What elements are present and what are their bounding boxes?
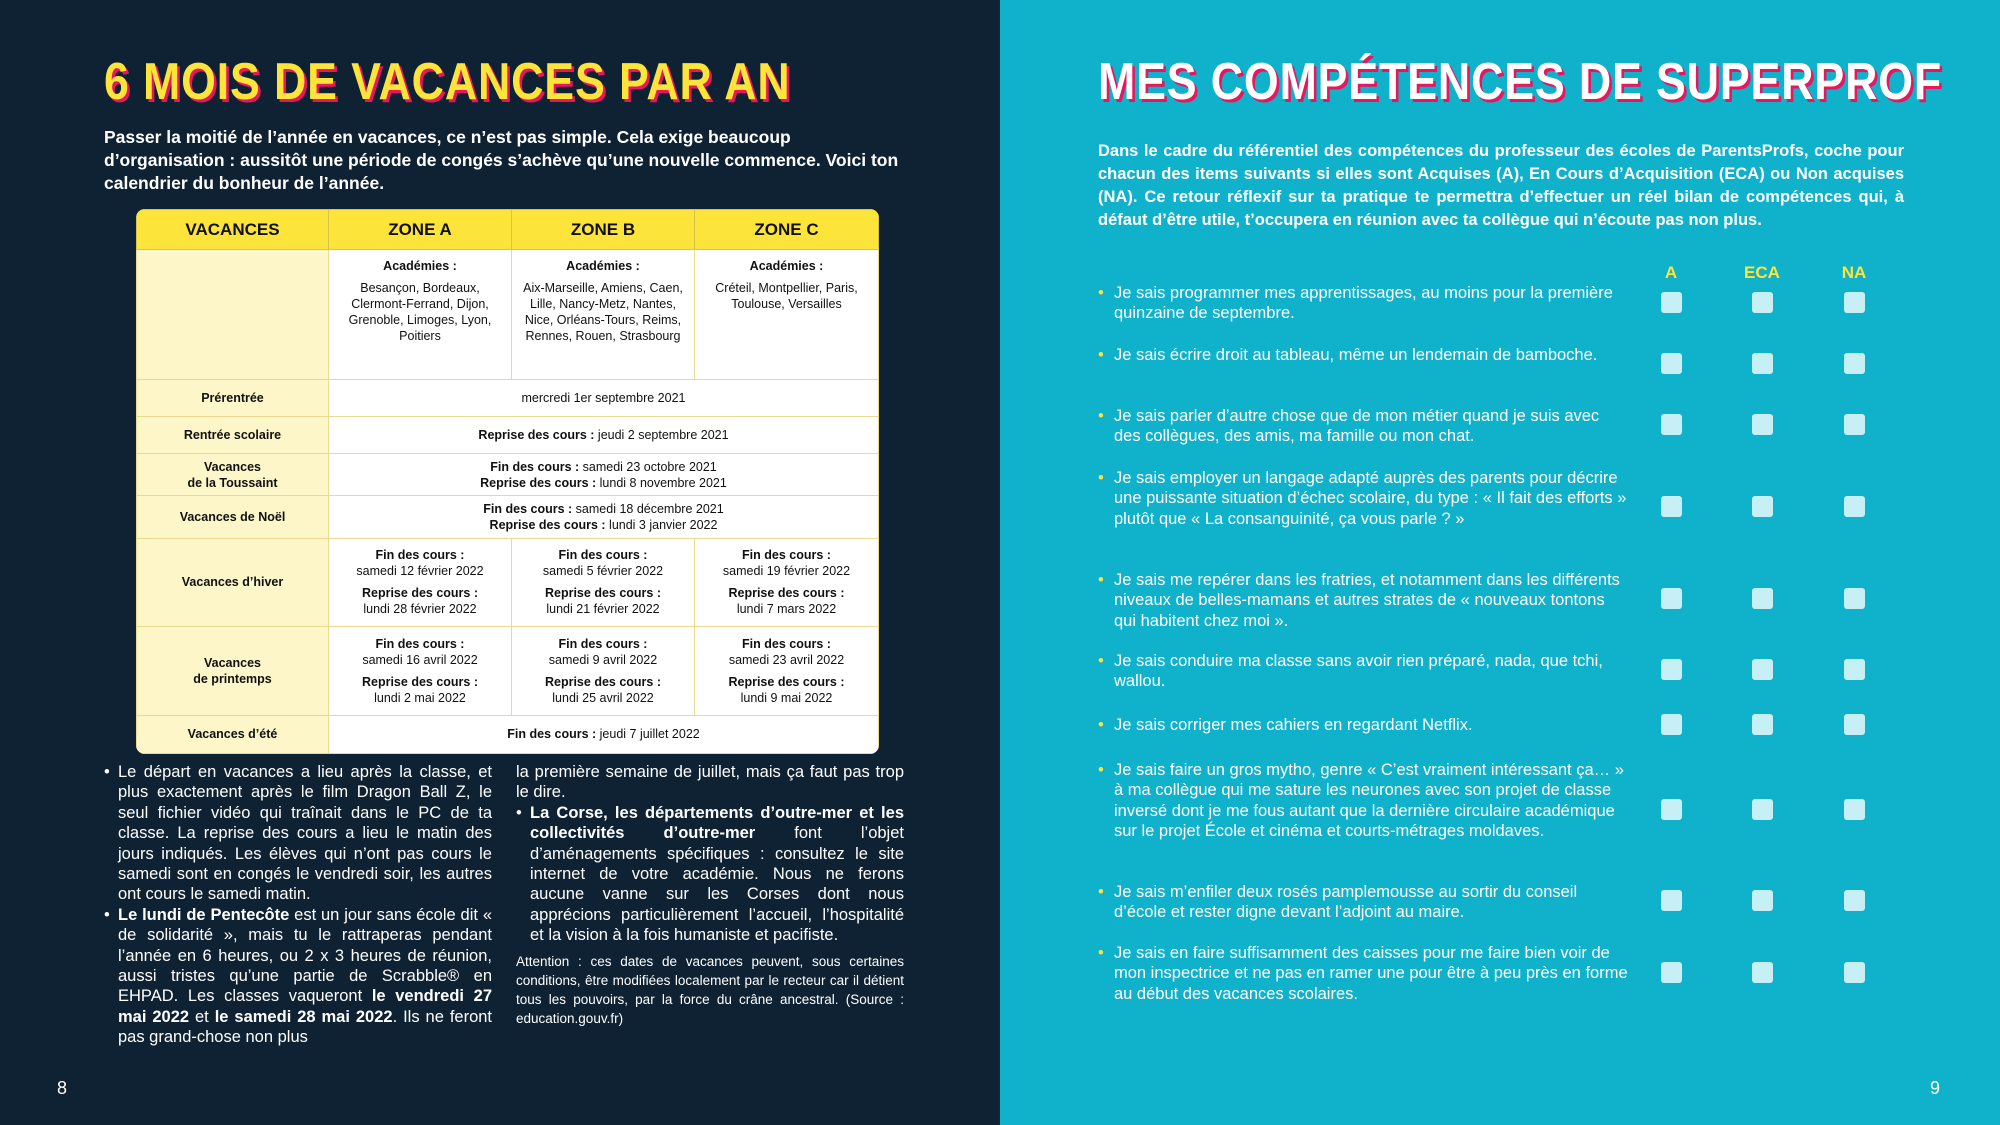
checkbox-item8-eca[interactable]	[1752, 799, 1773, 820]
checkbox-item2-na[interactable]	[1844, 353, 1865, 374]
prerentree-label: Prérentrée	[137, 380, 329, 417]
table-row	[137, 626, 879, 715]
table-row	[137, 380, 879, 417]
checkbox-item5-na[interactable]	[1844, 588, 1865, 609]
rentree-label: Rentrée scolaire	[137, 417, 329, 454]
table-header-row	[137, 210, 879, 250]
paragraph-pentecote: • Le lundi de Pentecôte est un jour sans école dit « de solidarité », mais tu le rattraperas pendant l’année en 6 heures, ou 2 x 3 heures de réunion, aussi tristes qu’une partie de Scrabble® en EHPAD. Les classes vaqueront le vendredi 27 mai 2022 et le samedi 28 mai 2022. Ils ne feront pas grand-chose non plus	[104, 905, 492, 1048]
checkbox-item1-eca[interactable]	[1752, 292, 1773, 313]
column-header-na: NA	[1841, 263, 1867, 282]
checkbox-item2-a[interactable]	[1661, 353, 1682, 374]
page-number-right: 9	[1930, 1078, 1941, 1098]
right-page-title: MES COMPÉTENCES DE SUPERPROF	[1098, 53, 1943, 111]
table-row	[137, 417, 879, 454]
table-row	[137, 250, 879, 380]
attention-note: Attention : ces dates de vacances peuvent, sous certaines conditions, être modifiées localement par le recteur car il détient tous les pouvoirs, par la force du crâne ancestral. (Source : education.gouv.fr)	[516, 953, 904, 1026]
zone-b-academies: Académies : Aix-Marseille, Amiens, Caen, Lille, Nancy-Metz, Nantes, Nice, Orléans-Tours, Reims, Rennes, Rouen, Strasbourg	[512, 250, 695, 380]
hiver-zone-c: Fin des cours : samedi 19 février 2022 Reprise des cours : lundi 7 mars 2022	[695, 538, 879, 626]
checkbox-item1-na[interactable]	[1844, 292, 1865, 313]
hiver-zone-b: Fin des cours : samedi 5 février 2022 Reprise des cours : lundi 21 février 2022	[512, 538, 695, 626]
prerentree-value: mercredi 1er septembre 2021	[329, 380, 879, 417]
checkbox-item8-na[interactable]	[1844, 799, 1865, 820]
checkbox-item10-eca[interactable]	[1752, 962, 1773, 983]
competence-item-9: • Je sais m’enfiler deux rosés pamplemousse au sortir du conseil d’école et rester digne devant l’adjoint au maire.	[1098, 882, 1628, 923]
zone-a-academies: Académies : Besançon, Bordeaux, Clermont-Ferrand, Dijon, Grenoble, Limoges, Lyon, Poitiers	[329, 250, 512, 380]
left-text-column-2	[516, 762, 904, 1028]
competence-item-5: • Je sais me repérer dans les fratries, et notamment dans les différents niveaux de belles-mamans et autres strates de « nouveaux tontons qui habitent chez moi ».	[1098, 570, 1628, 631]
hiver-label: Vacances d’hiver	[137, 538, 329, 626]
right-page	[1000, 0, 2000, 1125]
checkbox-item9-na[interactable]	[1844, 890, 1865, 911]
printemps-zone-c: Fin des cours : samedi 23 avril 2022 Reprise des cours : lundi 9 mai 2022	[695, 626, 879, 715]
checkbox-item4-eca[interactable]	[1752, 496, 1773, 517]
checkbox-item3-na[interactable]	[1844, 414, 1865, 435]
right-intro: Dans le cadre du référentiel des compétences du professeur des écoles de ParentsProfs, coche pour chacun des items suivants si elles sont Acquises (A), En Cours d’Acquisition (ECA) ou Non acquises (NA). Ce retour réflexif sur ta pratique te permettra d’effectuer un réel bilan de compétences qui, à défaut d’être utile, t’occupera en réunion avec ta collègue qui n’écoute pas non plus.	[1098, 142, 1904, 229]
checkbox-item6-a[interactable]	[1661, 659, 1682, 680]
checkbox-item9-eca[interactable]	[1752, 890, 1773, 911]
ete-value: Fin des cours : jeudi 7 juillet 2022	[329, 715, 879, 753]
competence-item-10: • Je sais en faire suffisamment des caisses pour me faire bien voir de mon inspectrice et ne pas en ramer une pour être à peu près en forme au début des vacances scolaires.	[1098, 943, 1628, 1004]
checkbox-item5-eca[interactable]	[1752, 588, 1773, 609]
paragraph-depart: • Le départ en vacances a lieu après la classe, et plus exactement après le film Dragon Ball Z, le seul fichier vidéo qui traînait dans le PC de ta classe. La reprise des cours a lieu le matin des jours indiqués. Les élèves qui n’ont pas cours le samedi sont en congés le vendredi soir, les autres ont cours le samedi matin.	[104, 762, 492, 905]
checkbox-item6-na[interactable]	[1844, 659, 1865, 680]
column-header-a: A	[1664, 263, 1678, 282]
competence-item-4: • Je sais employer un langage adapté auprès des parents pour décrire une puissante situation d’échec scolaire, du type : « Il fait des efforts » plutôt que « La consanguinité, ça vous parle ? »	[1098, 468, 1628, 529]
checkbox-item10-na[interactable]	[1844, 962, 1865, 983]
left-page-title: 6 MOIS DE VACANCES PAR AN	[104, 53, 791, 111]
zone-c-academies: Académies : Créteil, Montpellier, Paris, Toulouse, Versailles	[695, 250, 879, 380]
competence-item-7: • Je sais corriger mes cahiers en regardant Netflix.	[1098, 715, 1628, 735]
competence-item-8: • Je sais faire un gros mytho, genre « C’est vraiment intéressant ça… » à ma collègue qui me sature les neurones avec son projet de classe inversé dont je me fous autant que la dernière circulaire académique sur le projet École et cinéma et courts-métrages moldaves.	[1098, 760, 1628, 842]
hiver-zone-a: Fin des cours : samedi 12 février 2022 Reprise des cours : lundi 28 février 2022	[329, 538, 512, 626]
checkbox-item10-a[interactable]	[1661, 962, 1682, 983]
competence-item-1: • Je sais programmer mes apprentissages, au moins pour la première quinzaine de septembre.	[1098, 283, 1628, 324]
checkbox-item1-a[interactable]	[1661, 292, 1682, 313]
ete-label: Vacances d’été	[137, 715, 329, 753]
rentree-value: Reprise des cours : jeudi 2 septembre 2021	[329, 417, 879, 454]
checkbox-item6-eca[interactable]	[1752, 659, 1773, 680]
checkbox-item4-na[interactable]	[1844, 496, 1865, 517]
checkbox-item2-eca[interactable]	[1752, 353, 1773, 374]
header-zone-c: ZONE C	[695, 210, 879, 250]
table-row	[137, 538, 879, 626]
checkbox-item7-a[interactable]	[1661, 714, 1682, 735]
header-zone-b: ZONE B	[512, 210, 695, 250]
checkbox-item7-na[interactable]	[1844, 714, 1865, 735]
left-text-column-1	[104, 762, 492, 1048]
table-row	[137, 454, 879, 496]
table-row	[137, 715, 879, 753]
empty-row-header	[137, 250, 329, 380]
page-number-left: 8	[57, 1078, 68, 1098]
checkbox-item4-a[interactable]	[1661, 496, 1682, 517]
printemps-zone-b: Fin des cours : samedi 9 avril 2022 Reprise des cours : lundi 25 avril 2022	[512, 626, 695, 715]
checkbox-item9-a[interactable]	[1661, 890, 1682, 911]
paragraph-continuation: la première semaine de juillet, mais ça faut pas trop le dire.	[516, 763, 904, 802]
printemps-zone-a: Fin des cours : samedi 16 avril 2022 Reprise des cours : lundi 2 mai 2022	[329, 626, 512, 715]
checkbox-item3-eca[interactable]	[1752, 414, 1773, 435]
left-intro: Passer la moitié de l’année en vacances, ce n’est pas simple. Cela exige beaucoup d’organisation : aussitôt une période de congés s’achève qu’une nouvelle commence. Voici ton calendrier du bonheur de l’année.	[104, 127, 899, 193]
checkbox-item3-a[interactable]	[1661, 414, 1682, 435]
checkbox-item5-a[interactable]	[1661, 588, 1682, 609]
header-vacances: VACANCES	[137, 210, 329, 250]
header-zone-a: ZONE A	[329, 210, 512, 250]
toussaint-label: Vacances de la Toussaint	[137, 454, 329, 496]
checkbox-item7-eca[interactable]	[1752, 714, 1773, 735]
printemps-label: Vacances de printemps	[137, 626, 329, 715]
paragraph-corse: • La Corse, les départements d’outre-mer et les collectivités d’outre-mer font l’objet d’aménagements spécifiques : consultez le site internet de votre académie. Nous ne ferons aucune vanne sur les Corses dont nous apprécions particulièrement l’accueil, l’hospitalité et la vision à la fois humaniste et pacifiste.	[516, 803, 904, 946]
vacation-calendar-table	[136, 209, 879, 754]
table-row	[137, 496, 879, 538]
competence-item-6: • Je sais conduire ma classe sans avoir rien préparé, nada, que tchi, wallou.	[1098, 651, 1628, 692]
column-header-eca: ECA	[1744, 263, 1780, 282]
competence-item-3: • Je sais parler d’autre chose que de mon métier quand je suis avec des collègues, des amis, ma famille ou mon chat.	[1098, 406, 1628, 447]
noel-value: Fin des cours : samedi 18 décembre 2021 Reprise des cours : lundi 3 janvier 2022	[329, 496, 879, 538]
checkbox-item8-a[interactable]	[1661, 799, 1682, 820]
competence-item-2: • Je sais écrire droit au tableau, même un lendemain de bamboche.	[1098, 345, 1628, 365]
noel-label: Vacances de Noël	[137, 496, 329, 538]
toussaint-value: Fin des cours : samedi 23 octobre 2021 Reprise des cours : lundi 8 novembre 2021	[329, 454, 879, 496]
